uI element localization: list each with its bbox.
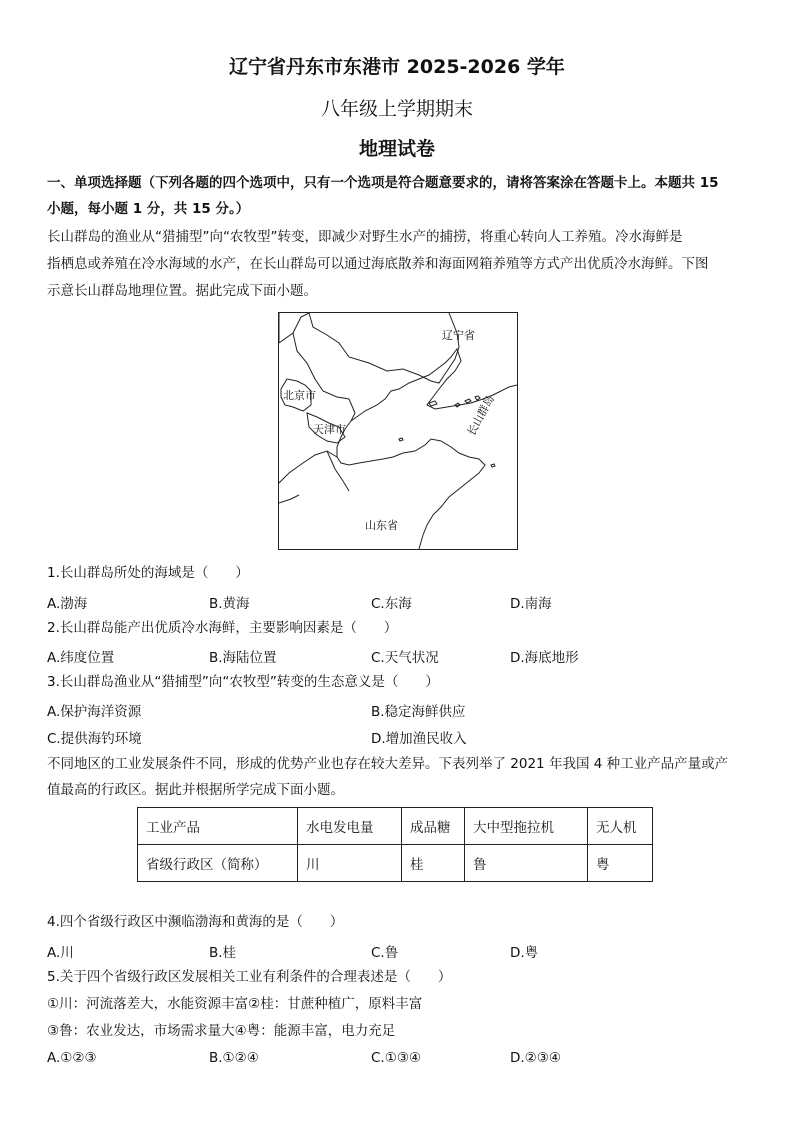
table-cell: 鲁 (465, 845, 588, 882)
exam-title-line3: 地理试卷 (358, 138, 435, 160)
q2-option-b: B.海陆位置 (209, 650, 277, 666)
passage2-line1: 不同地区的工业发展条件不同，形成的优势产业也存在较大差异。下表列举了 2021 年我国 4 种工业产品产量或产 (47, 756, 729, 772)
province-boundary (279, 451, 349, 491)
q5-option-b: B.①②④ (209, 1050, 259, 1066)
island (429, 401, 437, 406)
q5-statement-2: ③鲁：农业发达，市场需求量大④粤：能源丰富，电力充足 (47, 1023, 396, 1039)
table-cell: 桂 (402, 845, 465, 882)
province-boundary (309, 313, 459, 383)
question-5-stem: 5.关于四个省级行政区发展相关工业有利条件的合理表述是（ ） (47, 969, 452, 985)
q2-option-a: A.纬度位置 (47, 650, 115, 666)
label-shandong: 山东省 (365, 519, 398, 532)
label-liaoning: 辽宁省 (442, 329, 475, 342)
q1-option-a: A.渤海 (47, 596, 88, 612)
question-4-stem: 4.四个省级行政区中濒临渤海和黄海的是（ ） (47, 914, 344, 930)
section-heading-line1: 一、单项选择题（下列各题的四个选项中，只有一个选项是符合题意要求的，请将答案涂在答题卡上。本题共 15 (47, 175, 719, 191)
q1-option-b: B.黄海 (209, 596, 250, 612)
table-cell: 工业产品 (138, 808, 298, 845)
q4-option-a: A.川 (47, 945, 74, 961)
table-cell: 川 (298, 845, 402, 882)
q5-statement-1: ①川：河流落差大，水能资源丰富②桂：甘蔗种植广，原料丰富 (47, 996, 423, 1012)
label-beijing: 北京市 (283, 389, 316, 402)
table-cell: 水电发电量 (298, 808, 402, 845)
question-2-stem: 2.长山群岛能产出优质冷水海鲜，主要影响因素是（ ） (47, 620, 398, 636)
table-cell: 省级行政区（简称） (138, 845, 298, 882)
industry-table (137, 807, 653, 882)
table-row (138, 808, 653, 845)
exam-title-line1: 辽宁省丹东市东港市 2025-2026 学年 (229, 56, 565, 78)
label-tianjin: 天津市 (313, 423, 346, 436)
q3-option-b: B.稳定海鲜供应 (371, 704, 466, 720)
q3-option-a: A.保护海洋资源 (47, 704, 142, 720)
province-boundary (279, 495, 299, 503)
table-cell: 成品糖 (402, 808, 465, 845)
q2-option-c: C.天气状况 (371, 650, 439, 666)
q4-option-b: B.桂 (209, 945, 237, 961)
q3-option-d: D.增加渔民收入 (371, 731, 467, 747)
q3-option-c: C.提供海钓环境 (47, 731, 142, 747)
passage1-line2: 指栖息或养殖在冷水海域的水产，在长山群岛可以通过海底散养和海面网箱养殖等方式产出优质冷水海鲜。下图 (47, 256, 709, 272)
q2-option-d: D.海底地形 (510, 650, 579, 666)
passage1-line3: 示意长山群岛地理位置。据此完成下面小题。 (47, 283, 317, 299)
label-changshan: 长山群岛 (464, 393, 497, 439)
table-row (138, 845, 653, 882)
q5-option-c: C.①③④ (371, 1050, 422, 1066)
passage2-line2: 值最高的行政区。据此并根据所学完成下面小题。 (47, 782, 344, 798)
q1-option-c: C.东海 (371, 596, 412, 612)
q4-option-d: D.粤 (510, 945, 539, 961)
question-3-stem: 3.长山群岛渔业从“猎捕型”向“农牧型”转变的生态意义是（ ） (47, 674, 439, 690)
table-cell: 无人机 (588, 808, 653, 845)
q5-option-a: A.①②③ (47, 1050, 97, 1066)
question-1-stem: 1.长山群岛所处的海域是（ ） (47, 565, 249, 581)
location-map (278, 312, 518, 550)
passage1-line1: 长山群岛的渔业从“猎捕型”向“农牧型”转变，即减少对野生水产的捕捞，将重心转向人工养殖。冷水海鲜是 (47, 229, 683, 245)
island (399, 438, 495, 467)
q5-option-d: D.②③④ (510, 1050, 561, 1066)
coastline (393, 439, 485, 549)
q4-option-c: C.鲁 (371, 945, 399, 961)
exam-title-line2: 八年级上学期期末 (320, 98, 473, 120)
table-cell: 大中型拖拉机 (465, 808, 588, 845)
section-heading-line2: 小题，每小题 1 分，共 15 分。） (47, 201, 250, 217)
table-cell: 粤 (588, 845, 653, 882)
q1-option-d: D.南海 (510, 596, 552, 612)
